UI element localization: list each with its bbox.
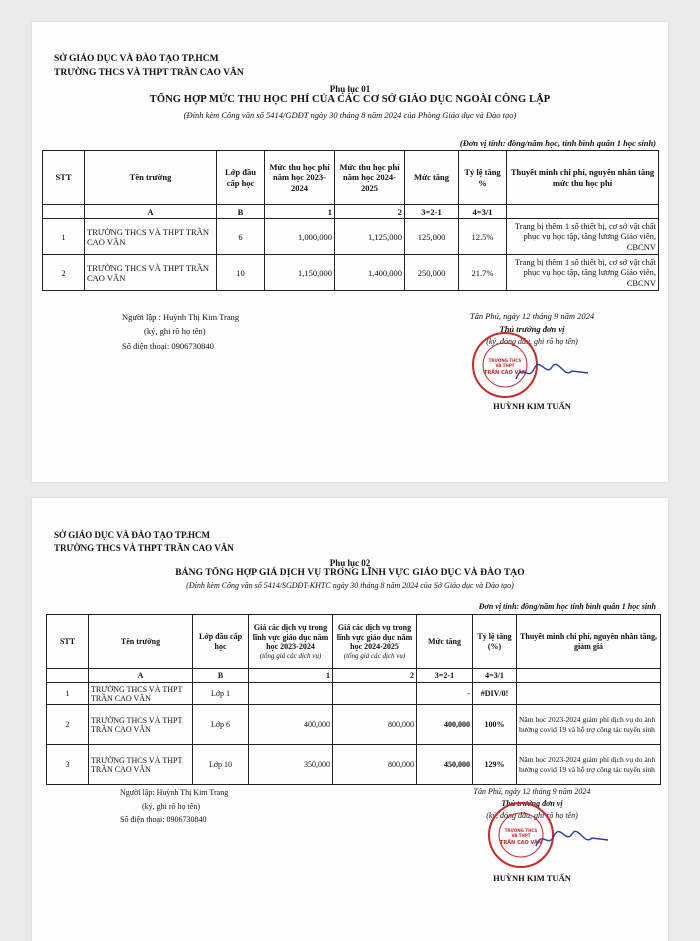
table-header-row [47, 615, 661, 669]
code-cell [47, 669, 89, 683]
stt-cell: 1 [47, 683, 89, 705]
increase-cell: 450,000 [417, 745, 473, 785]
stt-cell: 1 [43, 219, 85, 255]
preparer-hint: (ký, ghi rõ họ tên) [142, 801, 200, 811]
fee-curr-cell [333, 683, 417, 705]
document-title: BẢNG TỔNG HỢP GIÁ DỊCH VỤ TRONG LĨNH VỰC GIÁO DỤC VÀ ĐÀO TẠO [175, 568, 525, 578]
fee-prev-cell: 1,000,000 [265, 219, 335, 255]
fee-table [42, 150, 659, 291]
code-cell: 1 [249, 669, 333, 683]
svg-text:TRƯỜNG THCS: TRƯỜNG THCS [488, 358, 522, 363]
header-cell: Mức thu học phí năm học 2024-2025 [335, 151, 405, 205]
code-cell: 1 [265, 205, 335, 219]
svg-text:VÀ THPT: VÀ THPT [511, 833, 531, 838]
header-note: (tổng giá các dịch vụ) [343, 651, 406, 660]
header-cell [333, 615, 417, 669]
code-cell [517, 669, 661, 683]
header-cell: Lớp đầu cấp học [217, 151, 265, 205]
school-cell: TRƯỜNG THCS VÀ THPT TRẦN CAO VÂN [85, 219, 217, 255]
svg-text:TRƯỜNG THCS: TRƯỜNG THCS [504, 828, 538, 833]
header-cell: Tên trường [89, 615, 193, 669]
header-note: (tổng giá các dịch vụ) [259, 651, 322, 660]
table-row [47, 683, 661, 705]
code-cell: B [217, 205, 265, 219]
note-cell: Trang bị thêm 1 số thiết bị, cơ sở vật chất phục vụ học tập, tăng lương Giáo viên, CBCNV [507, 255, 659, 291]
header-cell: Mức thu học phí năm học 2023-2024 [265, 151, 335, 205]
code-cell [43, 205, 85, 219]
org-school: TRƯỜNG THCS VÀ THPT TRẦN CAO VÂN [54, 68, 244, 78]
code-cell: 3=2-1 [405, 205, 459, 219]
signature [532, 824, 612, 854]
fee-prev-cell: 350,000 [249, 745, 333, 785]
school-cell: TRƯỜNG THCS VÀ THPT TRẦN CAO VÂN [89, 705, 193, 745]
head-name: HUỲNH KIM TUẤN [493, 873, 571, 883]
sign-date: Tân Phú, ngày 12 tháng 9 năm 2024 [473, 787, 591, 796]
service-price-table [46, 614, 661, 785]
code-row [43, 205, 659, 219]
increase-cell: 400,000 [417, 705, 473, 745]
stt-cell: 2 [47, 705, 89, 745]
head-hint: (ký, đóng dấu, ghi rõ họ tên) [486, 336, 578, 346]
title-block [32, 558, 668, 590]
code-cell: A [89, 669, 193, 683]
code-cell: B [193, 669, 249, 683]
rate-cell: 100% [473, 705, 517, 745]
header-cell: Mức tăng [405, 151, 459, 205]
appendix-label: Phụ lục 02 [329, 558, 371, 568]
header-cell: Mức tăng [417, 615, 473, 669]
increase-cell: 125,000 [405, 219, 459, 255]
fee-curr-cell: 800,000 [333, 745, 417, 785]
table-row [47, 705, 661, 745]
unit-note: Đơn vị tính: đồng/năm học tính bình quân 1 học sinh [478, 602, 656, 611]
header-cell: Thuyết minh chi phí, nguyên nhân tăng, giảm giá [517, 615, 661, 669]
svg-text:TRẦN CAO VÂN: TRẦN CAO VÂN [483, 370, 527, 376]
table-row [43, 255, 659, 291]
header-cell [249, 615, 333, 669]
head-title: Thủ trưởng đơn vị [499, 323, 565, 334]
org-department: SỞ GIÁO DỤC VÀ ĐÀO TẠO TP.HCM [54, 54, 219, 64]
note-cell [517, 683, 661, 705]
table-row [43, 219, 659, 255]
code-cell: 4=3/1 [473, 669, 517, 683]
sign-date: Tân Phú, ngày 12 tháng 9 năm 2024 [469, 311, 595, 321]
unit-note: (Đơn vị tính: đồng/năm học, tính bình quân 1 học sinh) [459, 138, 656, 148]
code-cell: A [85, 205, 217, 219]
header-cell: STT [43, 151, 85, 205]
code-row [47, 669, 661, 683]
fee-curr-cell: 1,400,000 [335, 255, 405, 291]
grade-cell: 6 [217, 219, 265, 255]
preparer-hint: (ký, ghi rõ họ tên) [144, 326, 206, 337]
grade-cell: Lớp 10 [193, 745, 249, 785]
signature [512, 357, 592, 387]
stt-cell: 2 [43, 255, 85, 291]
code-cell [507, 205, 659, 219]
increase-cell: 250,000 [405, 255, 459, 291]
fee-curr-cell: 1,125,000 [335, 219, 405, 255]
fee-prev-cell [249, 683, 333, 705]
svg-text:VÀ THPT: VÀ THPT [495, 363, 515, 368]
fee-prev-cell: 1,150,000 [265, 255, 335, 291]
school-cell: TRƯỜNG THCS VÀ THPT TRẦN CAO VÂN [85, 255, 217, 291]
preparer-name: Người lập: Huỳnh Thị Kim Trang [120, 788, 229, 797]
school-cell: TRƯỜNG THCS VÀ THPT TRẦN CAO VÂN [89, 745, 193, 785]
header-cell: Lớp đầu cấp học [193, 615, 249, 669]
title-block [32, 84, 668, 120]
fee-curr-cell: 800,000 [333, 705, 417, 745]
document-page-1 [32, 22, 668, 482]
school-cell: TRƯỜNG THCS VÀ THPT TRẦN CAO VÂN [89, 683, 193, 705]
document-subtitle: (Đính kèm Công văn số 5414/SGDĐT-KHTC ngày 30 tháng 8 năm 2024 của Sở Giáo dục và Đào tạo) [186, 581, 514, 590]
code-cell: 4=3/1 [459, 205, 507, 219]
grade-cell: Lớp 6 [193, 705, 249, 745]
document-page-2 [32, 498, 668, 941]
rate-cell: 12.5% [459, 219, 507, 255]
rate-cell: #DIV/0! [473, 683, 517, 705]
grade-cell: 10 [217, 255, 265, 291]
stt-cell: 3 [47, 745, 89, 785]
head-title: Thủ trưởng đơn vị [501, 799, 563, 808]
rate-cell: 129% [473, 745, 517, 785]
header-cell: Thuyết minh chi phí, nguyên nhân tăng mức thu học phí [507, 151, 659, 205]
rate-cell: 21.7% [459, 255, 507, 291]
preparer-phone: Số điện thoại: 0906730840 [120, 815, 207, 825]
fee-prev-cell: 400,000 [249, 705, 333, 745]
svg-text:TRẦN CAO VÂN: TRẦN CAO VÂN [499, 840, 543, 846]
note-cell: Trang bị thêm 1 số thiết bị, cơ sở vật chất phục vụ học tập, tăng lương Giáo viên, CBCNV [507, 219, 659, 255]
code-cell: 2 [335, 205, 405, 219]
document-title: TỔNG HỢP MỨC THU HỌC PHÍ CỦA CÁC CƠ SỞ GIÁO DỤC NGOÀI CÔNG LẬP [149, 94, 551, 105]
preparer-name: Người lập : Huỳnh Thị Kim Trang [122, 312, 240, 322]
appendix-label: Phụ lục 01 [329, 84, 371, 94]
grade-cell: Lớp 1 [193, 683, 249, 705]
header-text: Giá các dịch vụ trong lĩnh vực giáo dục năm học 2023-2024 [252, 622, 329, 652]
head-name: HUỲNH KIM TUẤN [493, 400, 571, 411]
table-row [47, 745, 661, 785]
header-text: Giá các dịch vụ trong lĩnh vực giáo dục năm học 2024-2025 [336, 622, 413, 652]
preparer-phone: Số điện thoại: 0906730840 [122, 340, 214, 351]
header-cell: Tỷ lệ tăng % [459, 151, 507, 205]
preparer-block [122, 310, 239, 353]
note-cell: Năm học 2023-2024 giảm phí dịch vụ do ảnh hưởng covid 19 và hỗ trợ công tác tuyển sinh [517, 705, 661, 745]
code-cell: 3=2-1 [417, 669, 473, 683]
code-cell: 2 [333, 669, 417, 683]
header-cell: STT [47, 615, 89, 669]
preparer-block [120, 786, 228, 827]
note-cell: Năm học 2023-2024 giảm phí dịch vụ do ảnh hưởng covid 19 và hỗ trợ công tác tuyển sinh [517, 745, 661, 785]
increase-cell: - [417, 683, 473, 705]
document-subtitle: (Đính kèm Công văn số 5414/GDĐT ngày 30 tháng 8 năm 2024 của Phòng Giáo dục và Đào tạo) [183, 110, 517, 120]
header-cell: Tỷ lệ tăng (%) [473, 615, 517, 669]
org-school: TRƯỜNG THCS VÀ THPT TRẦN CAO VÂN [54, 543, 234, 553]
header-cell: Tên trường [85, 151, 217, 205]
head-hint: (ký, đóng dấu, ghi rõ họ tên) [486, 811, 578, 820]
table-header-row [43, 151, 659, 205]
org-department: SỞ GIÁO DỤC VÀ ĐÀO TẠO TP.HCM [54, 530, 210, 540]
